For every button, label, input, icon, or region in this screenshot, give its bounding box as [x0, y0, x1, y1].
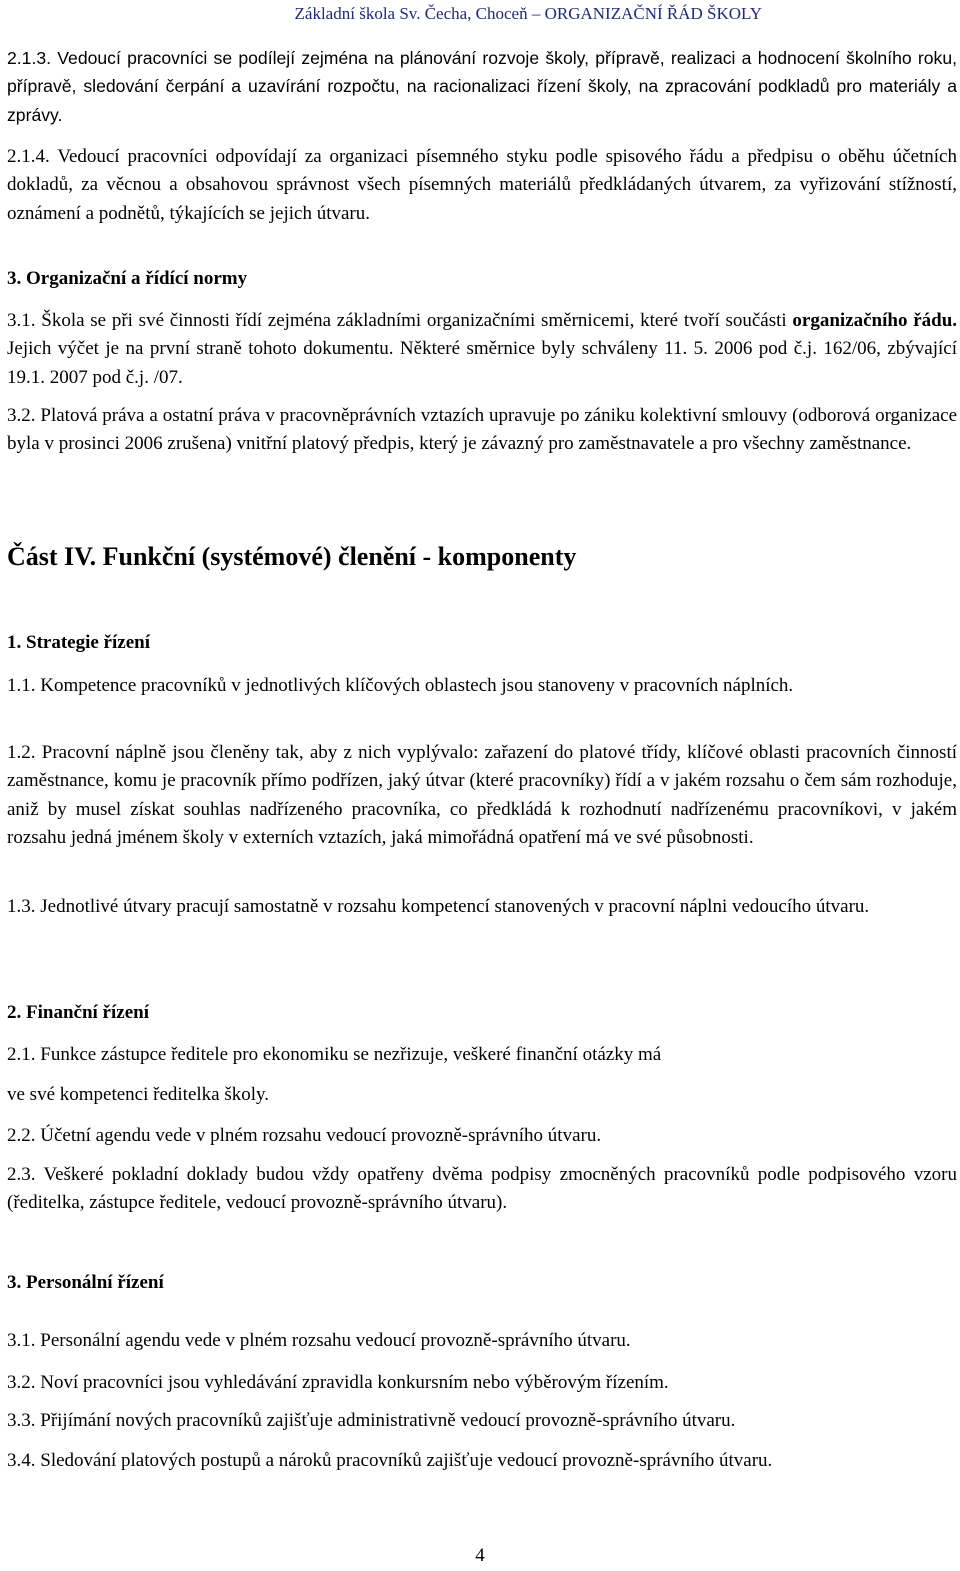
paragraph-number: 3.4.: [7, 1450, 36, 1471]
paragraph-text: Kompetence pracovníků v jednotlivých klíčových oblastech jsou stanoveny v pracovních náplních.: [40, 675, 794, 696]
paragraph-number: 3.1.: [7, 1330, 36, 1351]
paragraph-number: 2.1.: [7, 1044, 36, 1065]
paragraph-3b-1: [7, 1327, 957, 1355]
paragraph-text: Účetní agendu vede v plném rozsahu vedoucí provozně-správního útvaru.: [40, 1125, 602, 1146]
paragraph-1-2: [7, 739, 957, 853]
paragraph-text: Sledování platových postupů a nároků pracovníků zajišťuje vedoucí provozně-správního útvaru.: [40, 1450, 773, 1471]
paragraph-number: 3.2.: [7, 405, 36, 426]
paragraph-number: 2.3.: [7, 1164, 36, 1185]
paragraph-text: Funkce zástupce ředitele pro ekonomiku se nezřizuje, veškeré finanční otázky má: [40, 1044, 662, 1065]
paragraph-number: 1.2.: [7, 742, 36, 763]
paragraph-2-1-continued: [7, 1081, 957, 1109]
paragraph-bold-text: organizačního řádu.: [792, 310, 958, 331]
paragraph-text: Vedoucí pracovníci se podílejí zejména na plánování rozvoje školy, přípravě, realizaci a hodnocení školního roku, přípravě, sledování čerpání a uzavírání rozpočtu, na racionalizaci řízení školy, na zpracování podkladů pro materiály a zprávy.: [7, 48, 957, 125]
paragraph-number: 1.1.: [7, 675, 36, 696]
paragraph-2-1: [7, 1041, 957, 1069]
paragraph-number: 3.2.: [7, 1372, 36, 1393]
paragraph-number: 3.3.: [7, 1410, 36, 1431]
paragraph-number: 2.1.3.: [7, 48, 52, 68]
paragraph-3b-2: [7, 1369, 957, 1397]
paragraph-number: 3.1.: [7, 310, 36, 331]
paragraph-2-2: [7, 1122, 957, 1150]
paragraph-text: Platová práva a ostatní práva v pracovněprávních vztazích upravuje po zániku kolektivní smlouvy (odborová organizace byla v prosinci 2006 zrušena) vnitřní platový předpis, který je závazný pro zaměstnavatele a pro všechny zaměstnance.: [7, 405, 958, 455]
paragraph-number: 2.2.: [7, 1125, 36, 1146]
paragraph-3-2: [7, 402, 957, 459]
paragraph-3b-3: [7, 1407, 957, 1435]
paragraph-text: Veškeré pokladní doklady budou vždy opatřeny dvěma podpisy zmocněných pracovníků podle podpisového vzoru (ředitelka, zástupce ředitele, vedoucí provozně-správního útvaru).: [7, 1164, 957, 1214]
section-heading-personnel: 3. Personální řízení: [7, 1272, 164, 1293]
paragraph-text: Přijímání nových pracovníků zajišťuje administrativně vedoucí provozně-správního útvaru.: [40, 1410, 736, 1431]
page-number: 4: [475, 1545, 485, 1566]
section-heading-financial: 2. Finanční řízení: [7, 1002, 149, 1023]
paragraph-text: ve své kompetenci ředitelka školy.: [7, 1084, 270, 1105]
paragraph-text: Personální agendu vede v plném rozsahu vedoucí provozně-správního útvaru.: [40, 1330, 631, 1351]
paragraph-2-3: [7, 1161, 957, 1218]
paragraph-text: Vedoucí pracovníci odpovídají za organizaci písemného styku podle spisového řádu a předpisu o oběhu účetních dokladů, za věcnou a obsahovou správnost všech písemných materiálů předkládaných útvarem, za vyřizování stížností, oznámení a podnětů, týkajících se jejich útvaru.: [7, 146, 957, 224]
paragraph-2-1-4: [7, 143, 957, 228]
section-heading-strategy: 1. Strategie řízení: [7, 632, 150, 653]
paragraph-text: Pracovní náplně jsou členěny tak, aby z nich vyplývalo: zařazení do platové třídy, klíčové oblasti pracovních činností zaměstnance, komu je pracovník přímo podřízen, jaký útvar (které pracovníky) řídí a v jakém rozsahu o čem sám rozhoduje, aniž by musel získat souhlas nadřízeného pracovníka, co předkládá k rozhodnutí nadřízenému pracovníkovi, v jakém rozsahu jedná jménem školy v externích vztazích, jaká mimořádná opatření má ve své působnosti.: [7, 742, 958, 849]
paragraph-1-1: [7, 672, 957, 700]
running-header: Základní škola Sv. Čecha, Choceň – ORGANIZAČNÍ ŘÁD ŠKOLY: [294, 4, 762, 23]
paragraph-number: 1.3.: [7, 896, 36, 917]
paragraph-3b-4: [7, 1447, 957, 1475]
paragraph-text: Škola se při své činnosti řídí zejména základními organizačními směrnicemi, které tvoří součásti: [41, 310, 793, 331]
paragraph-3-1: [7, 307, 957, 392]
paragraph-number: 2.1.4.: [7, 146, 50, 167]
part-iv-heading: Část IV. Funkční (systémové) členění - komponenty: [7, 542, 577, 571]
paragraph-2-1-3: [7, 44, 957, 129]
paragraph-text-continued: Jejich výčet je na první straně tohoto dokumentu. Některé směrnice byly schváleny 11. 5. 2006 pod č.j. 162/06, zbývající 19.1. 2007 pod č.j. /07.: [7, 338, 957, 388]
paragraph-text: Jednotlivé útvary pracují samostatně v rozsahu kompetencí stanovených v pracovní náplni vedoucího útvaru.: [40, 896, 870, 917]
paragraph-1-3: [7, 893, 957, 921]
section-heading-organizational-norms: 3. Organizační a řídící normy: [7, 268, 248, 289]
paragraph-text: Noví pracovníci jsou vyhledávání zpravidla konkursním nebo výběrovým řízením.: [40, 1372, 669, 1393]
